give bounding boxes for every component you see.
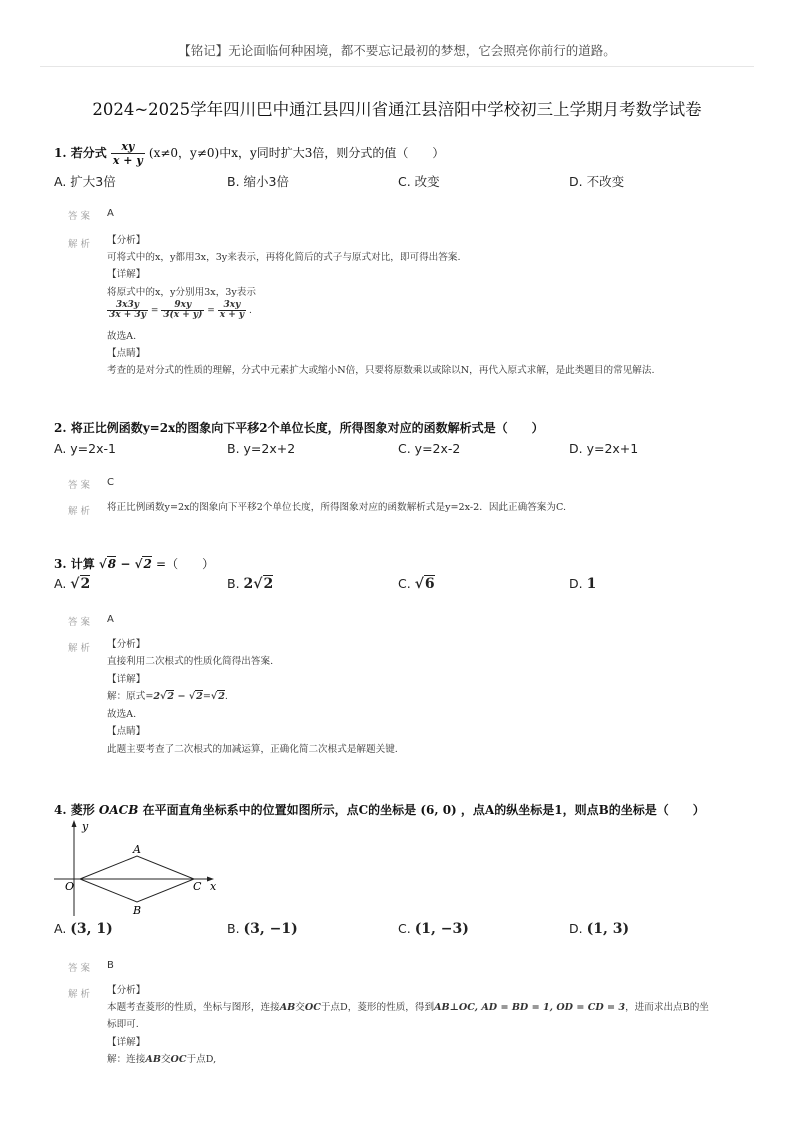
q4-option-c-letter: C. — [398, 921, 411, 936]
q3-exp-l2-r2: 2 — [196, 691, 203, 702]
q1-exp-frac2-num: 9xy — [161, 301, 204, 311]
q1-suffix: (x≠0，y≠0)中x，y同时扩大3倍，则分式的值（ ） — [148, 146, 445, 160]
q4-exp-l1b: 交 — [295, 1002, 305, 1013]
q4-option-b-letter: B. — [227, 921, 240, 936]
q4-exp-l1-oc: OC — [304, 1002, 321, 1013]
q3-exp-l2-minus: − — [174, 691, 189, 702]
q4-exp-l1e: 标即可. — [107, 1019, 139, 1030]
q3-exp-l2-end: . — [224, 691, 228, 702]
q4-analysis-label: 解析 — [68, 989, 94, 1000]
q4-option-a[interactable] — [54, 921, 113, 937]
q3-option-a-letter: A. — [54, 576, 67, 591]
q3-prefix: 3. 计算 — [54, 557, 95, 571]
q1-exp-frac3-den: x + y — [219, 310, 245, 320]
q3-option-b[interactable] — [227, 576, 273, 592]
q1-exp-eq2: = — [207, 306, 215, 316]
q1-exp-end: . — [249, 306, 252, 316]
q3-option-b-letter: B. — [227, 576, 240, 591]
q3-exp-h3: 【点睛】 — [107, 726, 146, 737]
q4-option-b-value: (3, −1) — [243, 921, 298, 937]
q1-fraction — [111, 140, 145, 167]
q3-exp-l1: 直接利用二次根式的性质化简得出答案. — [107, 656, 274, 667]
q4-c-coord: (6, 0) — [420, 803, 457, 817]
q3-exp-l2-result: √2 — [210, 691, 225, 702]
q4-exp-l2 — [107, 1055, 216, 1065]
q3-answer-label: 答案 — [68, 617, 94, 628]
q4-rhombus-figure — [52, 818, 222, 918]
q3-option-d-value: 1 — [586, 576, 597, 592]
q1-exp-l3: 故选A. — [107, 331, 137, 342]
q3-option-b-value: 2√2 — [243, 576, 274, 592]
q4-exp-l1 — [107, 1003, 709, 1013]
q4-option-c[interactable] — [398, 921, 469, 937]
q3-exp-l2-eq: = — [202, 691, 211, 702]
q4-option-d-letter: D. — [569, 921, 583, 936]
q1-option-c[interactable]: C. 改变 — [398, 174, 440, 189]
q3-exp-h1: 【分析】 — [107, 639, 146, 650]
q2-option-c[interactable]: C. y=2x-2 — [398, 441, 461, 456]
q1-exp-frac2 — [161, 301, 204, 320]
q3-option-b-radicand: 2 — [263, 576, 274, 592]
point-o-label: O — [65, 880, 75, 893]
q1-option-a[interactable]: A. 扩大3倍 — [54, 174, 116, 189]
q4-answer: B — [107, 960, 114, 971]
point-a-label: A — [133, 843, 141, 856]
q4-exp-l2a: 解：连接 — [107, 1054, 146, 1065]
q2-exp: 将正比例函数y=2x的图象向下平移2个单位长度，所得图象对应的函数解析式是y=2x-2．因此正确答案为C. — [107, 502, 567, 513]
x-axis-label: x — [210, 880, 217, 893]
q3-option-b-coef: 2 — [243, 576, 254, 592]
q3-analysis-label: 解析 — [68, 643, 94, 654]
point-c-label: C — [193, 880, 202, 893]
q4-exp-l2b: 交 — [160, 1054, 171, 1065]
q3-option-c-radicand: 6 — [424, 576, 435, 592]
q3-exp-l2 — [107, 692, 228, 702]
q2-answer: C — [107, 477, 114, 488]
y-axis-arrow — [72, 820, 77, 827]
q4-exp-l1c: 于点D，菱形的性质，得到 — [320, 1002, 435, 1013]
q3-suffix: =（ ） — [156, 557, 215, 571]
question-2-stem: 2. 将正比例函数y=2x的图象向下平移2个单位长度，所得图象对应的函数解析式是（ ） — [54, 421, 544, 435]
q4-option-d-value: (1, 3) — [586, 921, 630, 937]
q4-option-b[interactable] — [227, 921, 298, 937]
q3-exp-l2-r3: 2 — [218, 691, 225, 702]
q1-prefix: 1. 若分式 — [54, 146, 107, 160]
q4-exp-h2: 【详解】 — [107, 1037, 146, 1048]
page-title: 2024~2025学年四川巴中通江县四川省通江县涪阳中学校初三上学期月考数学试卷 — [92, 100, 702, 119]
q4-mid2: ，点A的纵坐标是1，则点B的坐标是（ ） — [460, 803, 705, 817]
q1-option-d[interactable]: D. 不改变 — [569, 174, 625, 189]
q4-option-a-value: (3, 1) — [70, 921, 113, 937]
q3-option-a[interactable] — [54, 576, 90, 592]
q1-exp-frac1-num: 3x3y — [107, 301, 148, 311]
q1-exp-frac3-num: 3xy — [218, 301, 246, 311]
q3-option-d-letter: D. — [569, 576, 583, 591]
q3-option-c-value: √6 — [414, 576, 435, 592]
q1-option-b[interactable]: B. 缩小3倍 — [227, 174, 289, 189]
q2-option-a[interactable]: A. y=2x-1 — [54, 441, 116, 456]
q2-option-b[interactable]: B. y=2x+2 — [227, 441, 296, 456]
q3-expression: √8 − √2 — [98, 557, 152, 571]
q1-exp-l4: 考查的是对分式的性质的理解，分式中元素扩大或缩小N倍，只要将原数乘以或除以N，再代入原式求解，是此类题目的常见解法. — [107, 365, 655, 376]
q4-exp-l1a: 本题考查菱形的性质，坐标与图形，连接 — [107, 1002, 280, 1013]
q1-analysis-label: 解析 — [68, 239, 94, 250]
q2-option-d[interactable]: D. y=2x+1 — [569, 441, 639, 456]
q3-exp-l2-prefix: 解：原式= — [107, 691, 154, 702]
q3-exp-h2: 【详解】 — [107, 674, 146, 685]
q1-exp-l2: 将原式中的x，y分别用3x，3y表示 — [107, 287, 256, 298]
q3-exp-l2-math: 2√2 − √2 — [153, 691, 203, 702]
q3-radicand-2: 2 — [143, 557, 152, 571]
q3-option-a-radicand: 2 — [80, 576, 91, 592]
q1-frac-num: xy — [111, 140, 145, 154]
q4-exp-l2-oc: OC — [170, 1054, 187, 1065]
q1-exp-h1: 【分析】 — [107, 235, 146, 246]
q1-exp-l1: 可将式中的x，y都用3x，3y来表示，再将化简后的式子与原式对比，即可得出答案. — [107, 252, 461, 263]
q2-answer-label: 答案 — [68, 480, 94, 491]
q3-exp-l2-coef: 2 — [153, 691, 161, 702]
q4-exp-l1d: ，进而求出点B的坐 — [625, 1002, 709, 1013]
q4-exp-h1: 【分析】 — [107, 985, 146, 996]
q3-exp-l3: 故选A. — [107, 709, 137, 720]
header-divider — [40, 66, 754, 67]
q4-shape: OACB — [98, 803, 139, 817]
motto: 【铭记】无论面临何种困境，都不要忘记最初的梦想，它会照亮你前行的道路。 — [178, 43, 616, 58]
y-axis-label: y — [82, 820, 89, 833]
q3-answer: A — [107, 614, 114, 625]
q3-option-c[interactable] — [398, 576, 435, 592]
q1-frac-den: x + y — [112, 154, 143, 167]
q1-exp-h3: 【点睛】 — [107, 348, 146, 359]
q1-exp-h2: 【详解】 — [107, 269, 146, 280]
q1-exp-frac2-den: 3(x + y) — [163, 310, 203, 320]
q1-answer-label: 答案 — [68, 211, 94, 222]
q1-exp-equation — [107, 301, 252, 320]
q1-exp-frac1-den: 3x + 3y — [109, 310, 146, 320]
question-4-stem — [54, 801, 705, 818]
q4-exp-l1-ab: AB — [279, 1002, 296, 1013]
q4-option-c-value: (1, −3) — [414, 921, 469, 937]
q4-exp-l1-relation: AB⊥OC, AD = BD = 1, OD = CD = 3 — [434, 1002, 626, 1013]
q4-prefix: 4. 菱形 — [54, 803, 95, 817]
question-1-stem — [54, 140, 444, 167]
q3-option-c-letter: C. — [398, 576, 411, 591]
q4-option-d[interactable] — [569, 921, 629, 937]
q1-exp-frac3 — [218, 301, 246, 320]
q3-option-a-value: √2 — [70, 576, 91, 592]
q1-answer: A — [107, 208, 114, 219]
q3-radicand-1: 8 — [107, 557, 117, 571]
q1-exp-frac1 — [107, 301, 148, 320]
q4-option-a-letter: A. — [54, 921, 67, 936]
q4-answer-label: 答案 — [68, 963, 94, 974]
q3-minus: − — [116, 557, 135, 571]
q2-analysis-label: 解析 — [68, 506, 94, 517]
q1-exp-eq1: = — [150, 306, 159, 316]
q3-exp-l4: 此题主要考查了二次根式的加减运算，正确化简二次根式是解题关键. — [107, 744, 398, 755]
q4-exp-l2-ab: AB — [145, 1054, 161, 1065]
q3-option-d[interactable] — [569, 576, 596, 592]
q4-exp-l2c: 于点D, — [186, 1054, 217, 1065]
question-3-stem — [54, 555, 214, 572]
point-b-label: B — [133, 904, 142, 917]
q4-mid1: 在平面直角坐标系中的位置如图所示，点C的坐标是 — [142, 803, 417, 817]
q3-exp-l2-r1: 2 — [167, 691, 175, 702]
